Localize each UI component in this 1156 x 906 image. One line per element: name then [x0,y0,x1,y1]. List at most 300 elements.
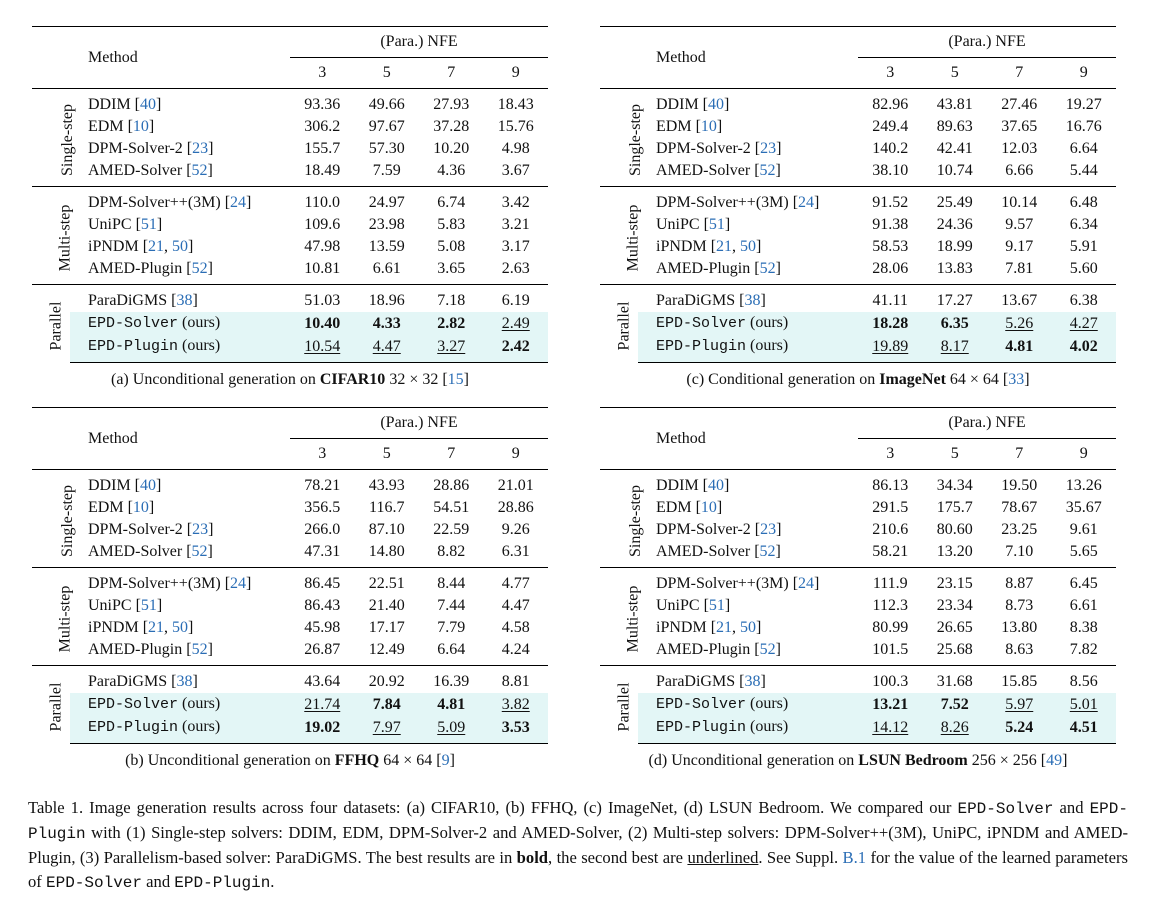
method-dpm-solver-2: DPM-Solver-2 [23] [88,140,214,157]
value-cell: 57.30 [368,140,405,157]
value-cell: 13.67 [987,285,1052,313]
sub-caption: (b) Unconditional generation on FFHQ 64 × 64 [9] [125,752,455,769]
method-epd-solver: EPD-Solver (ours) [70,312,290,335]
value-cell: 7.79 [437,619,466,636]
method-ipndm: iPNDM [21, 50] [656,619,762,636]
table-row [32,285,548,313]
value-cell: 38.10 [872,162,909,179]
table-row [32,666,548,694]
citation-link[interactable]: 23 [192,140,209,157]
value-cell: 43.81 [923,89,988,117]
value-cell: 5.44 [1069,162,1098,179]
sub-caption: (c) Conditional generation on ImageNet 64 × 64 [33] [686,371,1030,388]
value-cell: 8.44 [419,568,484,596]
value-cell: 27.93 [419,89,484,117]
table-row [32,568,548,596]
group-label-single: Single-step [32,470,70,568]
value-cell: 8.81 [484,666,549,694]
method-paradigms: ParaDiGMS [38] [70,666,290,694]
table-caption: Table 1. Image generation results across four datasets: (a) CIFAR10, (b) FFHQ, (c) ImageNet, (d) LSUN Bedroom. We compared our EPD-Solver and EPD-Plugin with (1) Single-step solvers: DDIM, EDM, DPM-Solver-2 and AMED-Solver, (2) Multi-step solvers: DPM-Solver++(3M), UniPC, iPNDM and AMED-Plugin, (3) Parallelism-based solver: ParaDiGMS. The best results are in bold, the second best are underlined. See Suppl. B.1 for the value of the learned parameters of EPD-Solver and EPD-Plugin. [28,798,1128,892]
value-cell: 78.21 [290,470,355,498]
results-table [600,407,1116,744]
header-nfe-7: 7 [419,58,484,89]
value-cell: 42.41 [936,140,973,157]
table-row [600,470,1116,498]
citation-link[interactable]: 21 [148,619,165,636]
value-cell: 8.26 [923,716,988,744]
table-row [32,541,548,568]
value-cell: 47.31 [304,543,341,560]
header-method: Method [70,408,290,470]
citation-link[interactable]: 33 [1008,371,1025,388]
value-cell: 9.57 [1005,216,1034,233]
method-epd-plugin: EPD-Plugin (ours) [70,335,290,363]
value-cell: 8.82 [437,543,466,560]
value-cell: 4.02 [1052,335,1117,363]
citation-link[interactable]: 38 [744,673,761,690]
value-cell: 18.96 [355,285,420,313]
value-cell: 24.36 [936,216,973,233]
value-cell: 5.01 [1052,693,1117,716]
value-cell: 21.01 [484,470,549,498]
citation-link[interactable]: 52 [759,641,776,658]
citation-link[interactable]: 24 [798,194,815,211]
table-row-highlight [600,335,1116,363]
value-cell: 86.45 [290,568,355,596]
value-cell: 19.89 [858,335,923,363]
value-cell: 4.81 [419,693,484,716]
table-row-highlight [32,335,548,363]
header-nfe-5: 5 [923,439,988,470]
method-amed-plugin: AMED-Plugin [52] [656,260,781,277]
value-cell: 5.65 [1069,543,1098,560]
value-cell: 2.42 [484,335,549,363]
citation-link[interactable]: 10 [132,118,149,135]
value-cell: 10.81 [304,260,341,277]
citation-link[interactable]: 24 [230,575,247,592]
value-cell: 10.14 [987,187,1052,215]
table-row [32,470,548,498]
value-cell: 4.47 [501,597,530,614]
value-cell: 58.53 [872,238,909,255]
value-cell: 111.9 [858,568,923,596]
value-cell: 9.26 [501,521,530,538]
value-cell: 21.74 [290,693,355,716]
value-cell: 93.36 [290,89,355,117]
value-cell: 155.7 [304,140,341,157]
results-table [600,26,1116,363]
value-cell: 3.65 [437,260,466,277]
value-cell: 25.49 [923,187,988,215]
value-cell: 23.98 [368,216,405,233]
table-row [32,187,548,215]
value-cell: 8.38 [1069,619,1098,636]
table-row [600,285,1116,313]
value-cell: 3.17 [501,238,530,255]
method-paradigms: ParaDiGMS [38] [70,285,290,313]
value-cell: 5.83 [437,216,466,233]
value-cell: 7.10 [1005,543,1034,560]
group-label-parallel: Parallel [600,666,638,744]
value-cell: 4.77 [484,568,549,596]
group-label-single: Single-step [600,89,638,187]
value-cell: 41.11 [858,285,923,313]
header-nfe: (Para.) NFE [858,408,1116,439]
header-nfe-9: 9 [1052,439,1117,470]
value-cell: 26.65 [936,619,973,636]
sub-caption: (d) Unconditional generation on LSUN Bedroom 256 × 256 [49] [648,752,1068,769]
citation-link[interactable]: 50 [172,238,189,255]
value-cell: 7.97 [355,716,420,744]
value-cell: 51.03 [290,285,355,313]
group-label-single: Single-step [600,470,638,568]
value-cell: 140.2 [872,140,909,157]
citation-link[interactable]: 52 [759,543,776,560]
value-cell: 306.2 [304,118,341,135]
value-cell: 18.43 [484,89,549,117]
citation-link[interactable]: 10 [132,499,149,516]
value-cell: 109.6 [304,216,341,233]
table-row [32,639,548,666]
group-label-multi: Multi-step [32,187,70,285]
citation-link[interactable]: 52 [191,162,208,179]
value-cell: 27.46 [987,89,1052,117]
value-cell: 43.64 [290,666,355,694]
citation-link[interactable]: 40 [140,477,156,494]
suppl-link[interactable]: B.1 [842,848,867,867]
value-cell: 31.68 [923,666,988,694]
citation-link[interactable]: 52 [759,260,776,277]
value-cell: 35.67 [1065,499,1102,516]
citation-link[interactable]: 15 [447,371,464,388]
value-cell: 10.40 [290,312,355,335]
value-cell: 7.18 [419,285,484,313]
value-cell: 16.39 [419,666,484,694]
value-cell: 18.28 [858,312,923,335]
table-row [32,497,548,519]
value-cell: 22.59 [433,521,470,538]
header-nfe-3: 3 [858,58,923,89]
value-cell: 13.80 [1001,619,1038,636]
header-nfe: (Para.) NFE [858,27,1116,58]
table-row [600,497,1116,519]
value-cell: 8.87 [987,568,1052,596]
table-row [32,258,548,285]
table-row-highlight [600,312,1116,335]
citation-link[interactable]: 51 [140,216,157,233]
method-unipc: UniPC [51] [656,597,731,614]
value-cell: 5.24 [987,716,1052,744]
method-unipc: UniPC [51] [88,597,163,614]
table-row [600,639,1116,666]
value-cell: 6.64 [437,641,466,658]
value-cell: 54.51 [433,499,470,516]
value-cell: 22.51 [355,568,420,596]
citation-link[interactable]: 10 [700,499,717,516]
value-cell: 13.83 [936,260,973,277]
value-cell: 7.44 [437,597,466,614]
citation-link[interactable]: 24 [230,194,247,211]
citation-link[interactable]: 10 [700,118,717,135]
citation-link[interactable]: 50 [172,619,189,636]
value-cell: 80.60 [936,521,973,538]
value-cell: 58.21 [872,543,909,560]
value-cell: 210.6 [872,521,909,538]
value-cell: 37.65 [1001,118,1038,135]
value-cell: 19.27 [1052,89,1117,117]
value-cell: 6.48 [1052,187,1117,215]
value-cell: 5.60 [1069,260,1098,277]
method-epd-plugin: EPD-Plugin (ours) [638,716,858,744]
table-row [600,595,1116,617]
citation-link[interactable]: 50 [740,619,757,636]
citation-link[interactable]: 9 [441,752,450,769]
value-cell: 7.59 [372,162,401,179]
value-cell: 6.74 [419,187,484,215]
table-row [32,116,548,138]
results-table [32,26,548,363]
value-cell: 16.76 [1065,118,1102,135]
value-cell: 8.73 [1005,597,1034,614]
value-cell: 14.80 [368,543,405,560]
citation-link[interactable]: 40 [140,96,156,113]
value-cell: 78.67 [1001,499,1038,516]
method-dpm-solver-2: DPM-Solver-2 [23] [656,140,782,157]
method-edm: EDM [10] [88,118,155,135]
value-cell: 43.93 [355,470,420,498]
value-cell: 15.85 [987,666,1052,694]
citation-link[interactable]: 51 [708,216,725,233]
results-table [32,407,548,744]
value-cell: 4.33 [355,312,420,335]
value-cell: 6.31 [501,543,530,560]
value-cell: 6.34 [1069,216,1098,233]
value-cell: 28.06 [872,260,909,277]
value-cell: 9.61 [1069,521,1098,538]
citation-link[interactable]: 38 [176,673,193,690]
citation-link[interactable]: 21 [148,238,165,255]
value-cell: 5.08 [437,238,466,255]
group-label-multi: Multi-step [32,568,70,666]
method-paradigms: ParaDiGMS [38] [638,285,858,313]
value-cell: 5.09 [419,716,484,744]
value-cell: 7.84 [355,693,420,716]
value-cell: 4.58 [501,619,530,636]
method-epd-plugin: EPD-Plugin (ours) [70,716,290,744]
method-amed-plugin: AMED-Plugin [52] [88,641,213,658]
value-cell: 5.91 [1069,238,1098,255]
value-cell: 10.74 [936,162,973,179]
method-dpm-solver-2: DPM-Solver-2 [23] [656,521,782,538]
value-cell: 4.51 [1052,716,1117,744]
panel-imagenet [600,26,1116,391]
value-cell: 6.19 [484,285,549,313]
header-nfe-3: 3 [290,58,355,89]
value-cell: 15.76 [497,118,534,135]
value-cell: 3.53 [484,716,549,744]
header-nfe-9: 9 [1052,58,1117,89]
value-cell: 4.81 [987,335,1052,363]
value-cell: 8.63 [1005,641,1034,658]
table-row [600,236,1116,258]
value-cell: 4.27 [1052,312,1117,335]
sub-caption: (a) Unconditional generation on CIFAR10 32 × 32 [15] [111,371,469,388]
method-unipc: UniPC [51] [88,216,163,233]
value-cell: 6.45 [1052,568,1117,596]
header-nfe-5: 5 [355,58,420,89]
value-cell: 14.12 [858,716,923,744]
citation-link[interactable]: 23 [760,521,777,538]
value-cell: 6.61 [1069,597,1098,614]
value-cell: 17.17 [368,619,405,636]
header-nfe-9: 9 [484,439,549,470]
group-label-parallel: Parallel [32,285,70,363]
value-cell: 7.82 [1069,641,1098,658]
table-row-highlight [32,716,548,744]
value-cell: 13.26 [1052,470,1117,498]
citation-link[interactable]: 23 [192,521,209,538]
table-row [600,258,1116,285]
method-edm: EDM [10] [88,499,155,516]
table-row [600,519,1116,541]
value-cell: 4.98 [501,140,530,157]
value-cell: 101.5 [872,641,909,658]
citation-link[interactable]: 40 [708,96,724,113]
value-cell: 3.21 [501,216,530,233]
table-row-highlight [600,693,1116,716]
citation-link[interactable]: 52 [191,641,208,658]
header-nfe-5: 5 [923,58,988,89]
citation-link[interactable]: 51 [140,597,157,614]
method-ddim: DDIM [40] [70,470,290,498]
value-cell: 8.56 [1052,666,1117,694]
value-cell: 3.27 [419,335,484,363]
method-dpm-solver-2: DPM-Solver-2 [23] [88,521,214,538]
table-row [32,214,548,236]
citation-link[interactable]: 21 [716,619,733,636]
header-nfe: (Para.) NFE [290,27,548,58]
value-cell: 37.28 [433,118,470,135]
group-label-single: Single-step [32,89,70,187]
value-cell: 82.96 [858,89,923,117]
citation-link[interactable]: 40 [708,477,724,494]
method-dpm-solver-pp: DPM-Solver++(3M) [24] [70,187,290,215]
method-unipc: UniPC [51] [656,216,731,233]
citation-link[interactable]: 38 [744,292,761,309]
header-method: Method [638,408,858,470]
value-cell: 23.25 [1001,521,1038,538]
method-epd-solver: EPD-Solver (ours) [70,693,290,716]
panel-cifar10 [32,26,548,391]
method-ddim: DDIM [40] [70,89,290,117]
value-cell: 21.40 [368,597,405,614]
table-row [600,541,1116,568]
citation-link[interactable]: 52 [191,543,208,560]
method-edm: EDM [10] [656,118,723,135]
value-cell: 249.4 [872,118,909,135]
value-cell: 116.7 [369,499,405,516]
group-label-multi: Multi-step [600,568,638,666]
value-cell: 100.3 [858,666,923,694]
method-dpm-solver-pp: DPM-Solver++(3M) [24] [70,568,290,596]
table-row [32,595,548,617]
citation-link[interactable]: 38 [176,292,193,309]
citation-link[interactable]: 23 [760,140,777,157]
value-cell: 20.92 [355,666,420,694]
value-cell: 4.36 [437,162,466,179]
table-row [32,138,548,160]
value-cell: 49.66 [355,89,420,117]
value-cell: 8.17 [923,335,988,363]
citation-link[interactable]: 51 [708,597,725,614]
table-row-highlight [32,693,548,716]
citation-link[interactable]: 52 [759,162,776,179]
value-cell: 47.98 [304,238,341,255]
method-amed-solver: AMED-Solver [52] [656,162,781,179]
value-cell: 110.0 [290,187,355,215]
value-cell: 2.49 [484,312,549,335]
method-amed-plugin: AMED-Plugin [52] [88,260,213,277]
header-nfe-7: 7 [987,58,1052,89]
value-cell: 3.82 [484,693,549,716]
value-cell: 34.34 [923,470,988,498]
method-ddim: DDIM [40] [638,470,858,498]
value-cell: 12.49 [368,641,405,658]
citation-link[interactable]: 24 [798,575,815,592]
citation-link[interactable]: 21 [716,238,733,255]
method-dpm-solver-pp: DPM-Solver++(3M) [24] [638,187,858,215]
value-cell: 24.97 [355,187,420,215]
value-cell: 266.0 [304,521,341,538]
value-cell: 80.99 [872,619,909,636]
panel-ffhq [32,407,548,772]
table-row [32,519,548,541]
method-amed-solver: AMED-Solver [52] [656,543,781,560]
value-cell: 6.38 [1052,285,1117,313]
group-label-parallel: Parallel [600,285,638,363]
value-cell: 19.50 [987,470,1052,498]
group-label-parallel: Parallel [32,666,70,744]
value-cell: 26.87 [304,641,341,658]
table-row [600,138,1116,160]
table-row [32,617,548,639]
value-cell: 356.5 [304,499,341,516]
table-row [600,116,1116,138]
table-row [600,214,1116,236]
value-cell: 112.3 [872,597,908,614]
header-method: Method [638,27,858,89]
value-cell: 2.63 [501,260,530,277]
citation-link[interactable]: 49 [1046,752,1063,769]
method-paradigms: ParaDiGMS [38] [638,666,858,694]
value-cell: 19.02 [290,716,355,744]
table-row-highlight [600,716,1116,744]
value-cell: 18.99 [936,238,973,255]
value-cell: 10.20 [433,140,470,157]
value-cell: 10.54 [290,335,355,363]
value-cell: 4.47 [355,335,420,363]
citation-link[interactable]: 52 [191,260,208,277]
value-cell: 86.13 [858,470,923,498]
header-nfe-5: 5 [355,439,420,470]
value-cell: 17.27 [923,285,988,313]
citation-link[interactable]: 50 [740,238,757,255]
value-cell: 13.59 [368,238,405,255]
value-cell: 91.38 [872,216,909,233]
method-epd-plugin: EPD-Plugin (ours) [638,335,858,363]
header-nfe: (Para.) NFE [290,408,548,439]
table-row [600,568,1116,596]
